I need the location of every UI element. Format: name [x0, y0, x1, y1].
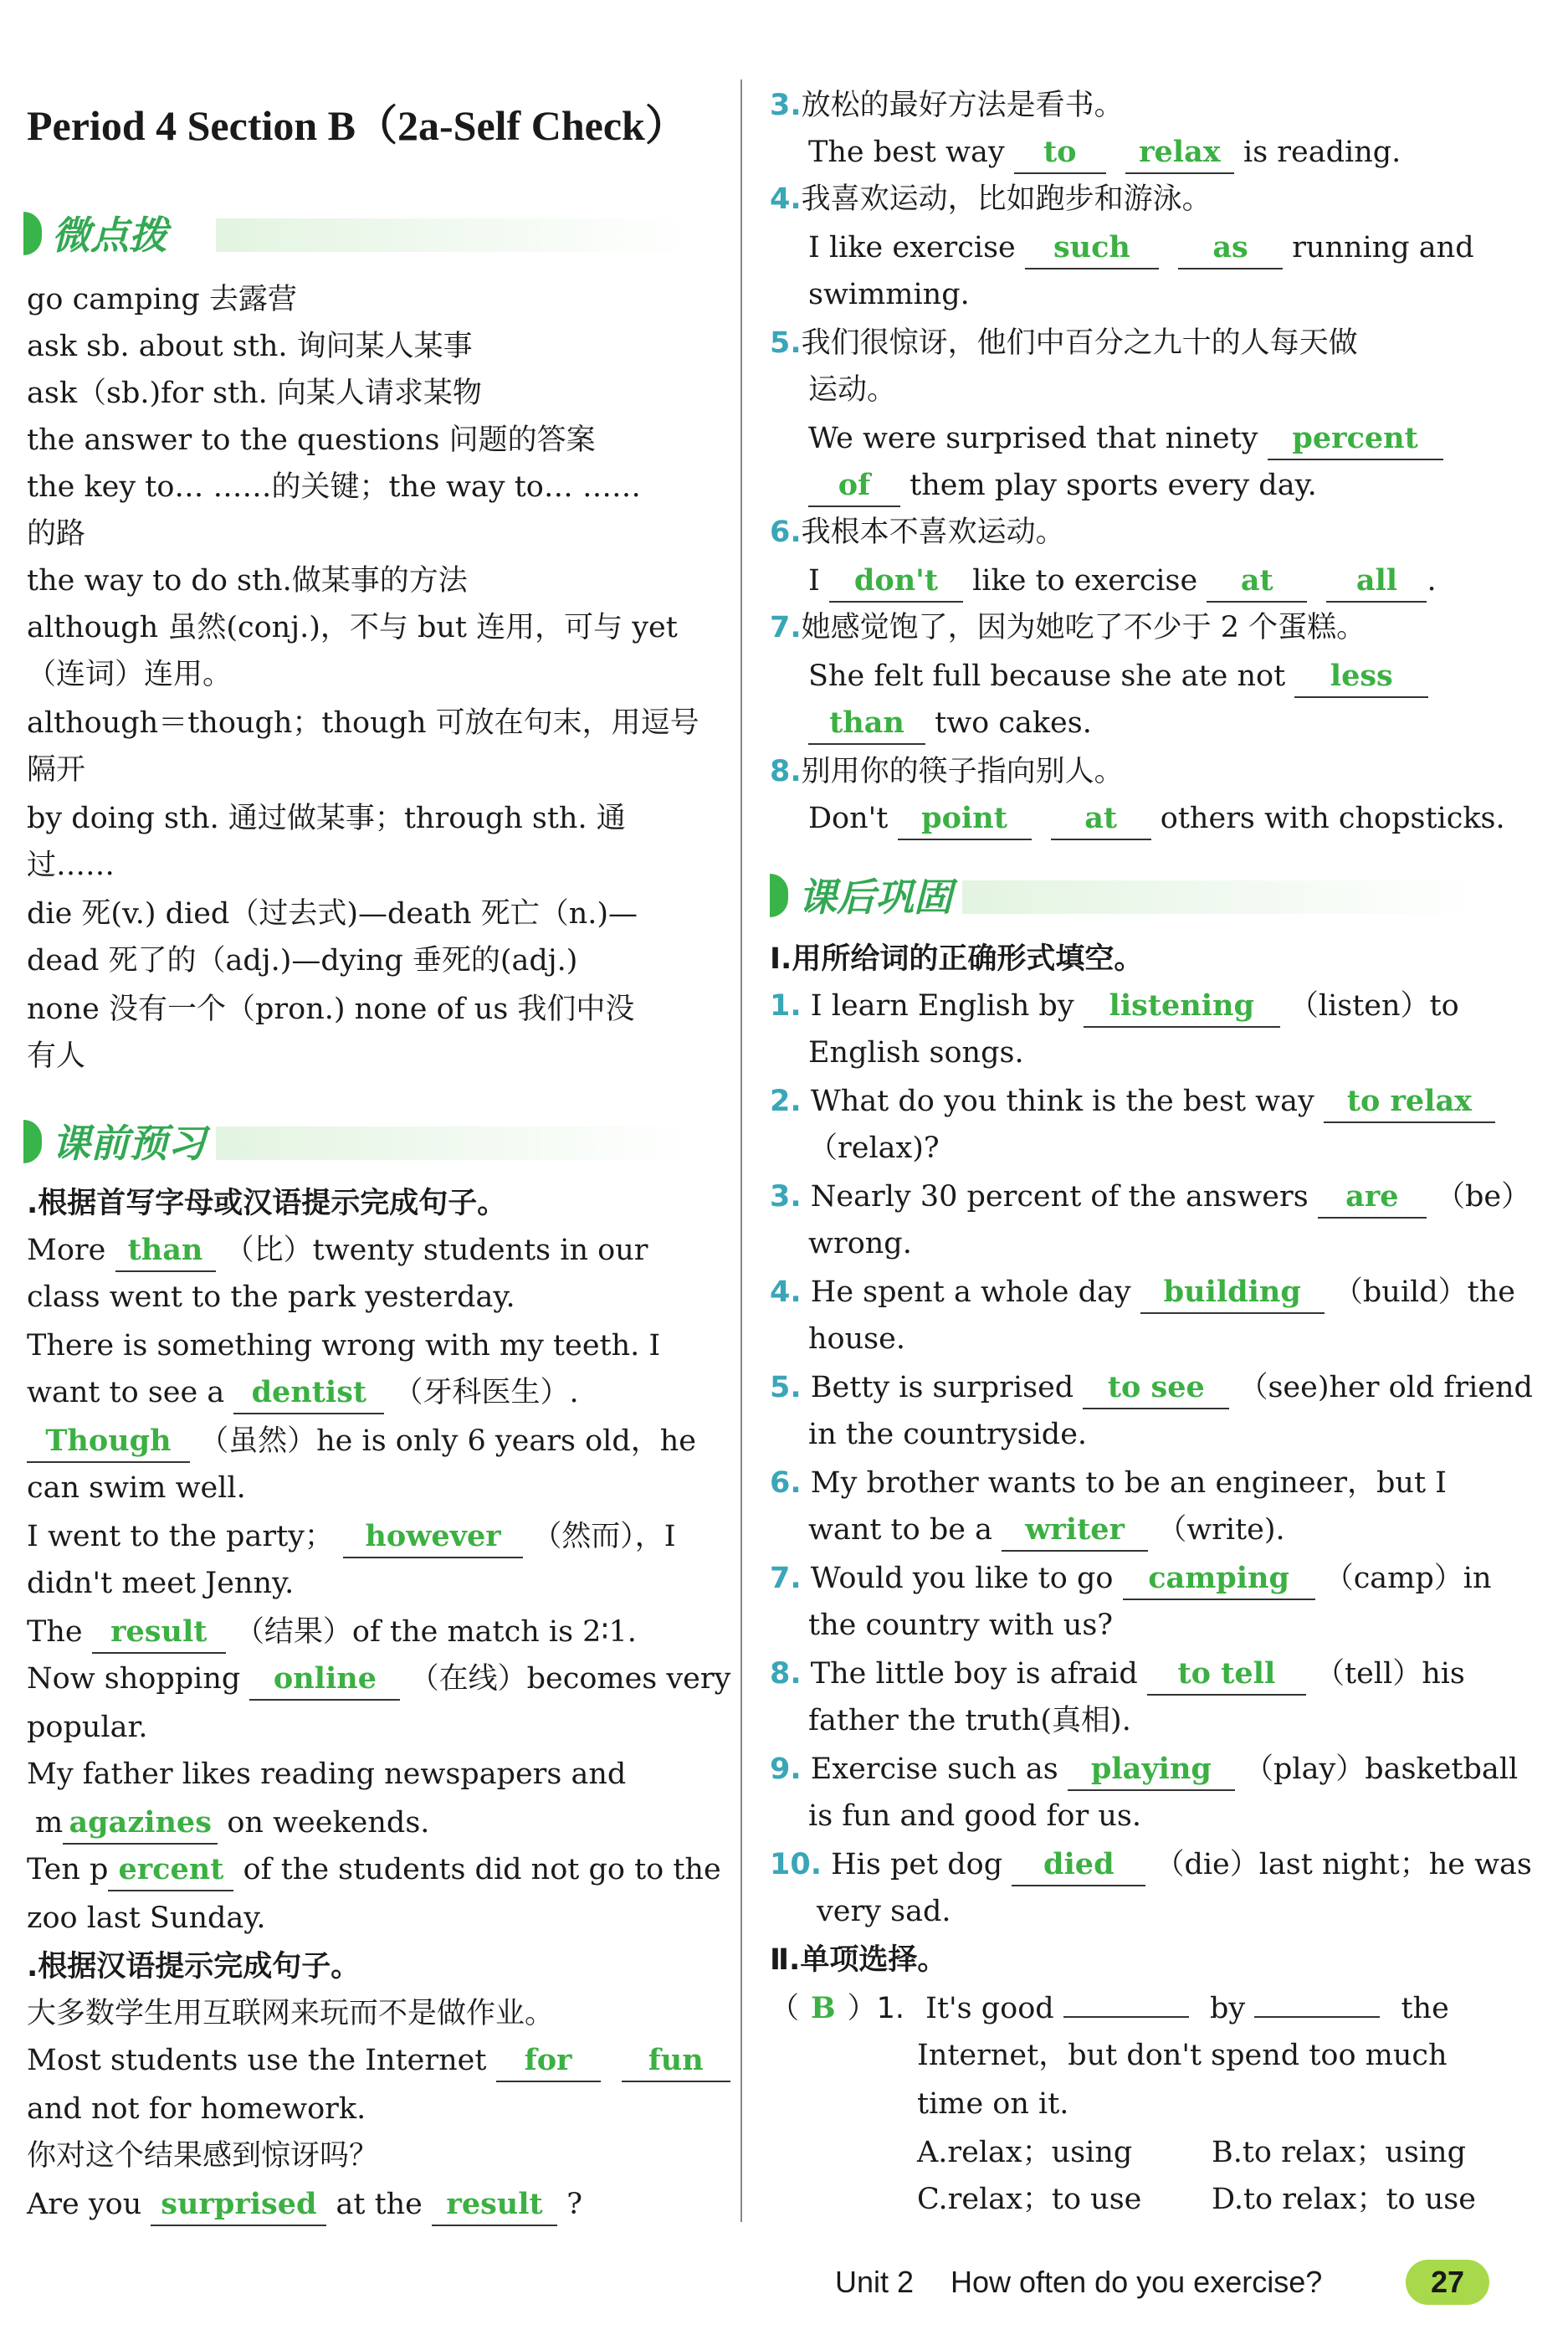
preview-line: The result （结果）of the match is 2∶1. [27, 1609, 637, 1655]
answer-blank: such [1025, 228, 1159, 269]
preview-line: Now shopping online （在线）becomes very [27, 1655, 730, 1702]
answer-blank: are [1318, 1177, 1427, 1219]
tip-line: 过…… [27, 849, 115, 882]
exercise-item: 5. Betty is surprised to see （see)her old friend [770, 1364, 1533, 1411]
exercise-item: 4. He spent a whole day building （build）the [770, 1269, 1515, 1316]
exercise-line: wrong. [808, 1227, 912, 1260]
answer-blank: don't [829, 561, 963, 603]
preview-line: Ten p ercent of the students did not go to the [27, 1846, 721, 1893]
translation-line: than two cakes. [808, 700, 1092, 747]
preview-line: class went to the park yesterday. [27, 1280, 515, 1314]
answer-blank: to relax [1324, 1081, 1495, 1123]
tip-line: although＝though；though 可放在句末，用逗号 [27, 706, 699, 740]
translation-line: She felt full because she ate not less [808, 653, 1428, 700]
tip-line: the way to do sth.做某事的方法 [27, 564, 468, 598]
section-header-label: 课后巩固 [798, 875, 952, 920]
preview-line: m agazines on weekends. [27, 1799, 429, 1846]
part1-title: .根据首写字母或汉语提示完成句子。 [27, 1187, 507, 1220]
tip-line: go camping 去露营 [27, 283, 297, 316]
translation-item: 7.她感觉饱了，因为她吃了不少于 2 个蛋糕。 [770, 611, 1366, 644]
answer-blank: result [432, 2184, 557, 2226]
translation-line: I don't like to exercise at all . [808, 557, 1437, 604]
answer-blank: than [115, 1230, 216, 1272]
preview-line: didn't meet Jenny. [27, 1567, 295, 1600]
translation-line: We were surprised that ninety percent [808, 415, 1443, 462]
empty-blank [1254, 2016, 1380, 2018]
answer-blank: fun [622, 2040, 730, 2082]
tip-line: dead 死了的（adj.)—dying 垂死的(adj.) [27, 944, 578, 978]
translation-line: The best way to relax is reading. [808, 129, 1401, 176]
tip-line: ask（sb.)for sth. 向某人请求某物 [27, 377, 482, 410]
answer-blank: result [92, 1612, 226, 1654]
answer-blank: dentist [233, 1373, 384, 1414]
empty-blank [1063, 2016, 1189, 2018]
tip-line: the answer to the questions 问题的答案 [27, 423, 596, 457]
exercise-line: is fun and good for us. [808, 1799, 1141, 1833]
preview-line: I went to the party； however （然而），I [27, 1513, 676, 1560]
section-header-label: 课前预习 [52, 1121, 206, 1166]
exercise-item: 7. Would you like to go camping （camp）in [770, 1555, 1492, 1602]
exercise-line: want to be a writer （write). [808, 1506, 1285, 1553]
exercise-line: （relax)? [808, 1132, 940, 1165]
answer-blank: point [898, 798, 1032, 840]
column-divider [740, 80, 742, 2222]
preview-line: zoo last Sunday. [27, 1901, 266, 1935]
exercise-item: 9. Exercise such as playing （play）basketball [770, 1746, 1518, 1793]
tip-line: die 死(v.) died（过去式)—death 死亡（n.)— [27, 897, 638, 931]
preview-line: Are you surprised at the result ? [27, 2181, 582, 2228]
answer-blank: to [1014, 132, 1106, 174]
preview-line: can swim well. [27, 1471, 246, 1505]
mc-question-line: （ B ）1. It's good by the [770, 1991, 1449, 2025]
translation-line: 运动。 [808, 373, 897, 407]
answer-blank: camping [1123, 1558, 1315, 1600]
leaf-icon [23, 1120, 42, 1163]
answer-blank: than [808, 703, 925, 745]
answer-blank: online [249, 1659, 400, 1701]
translation-line: of them play sports every day. [808, 462, 1317, 509]
exercise-item: 8. The little boy is afraid to tell （tell）his [770, 1650, 1465, 1697]
translation-line: swimming. [808, 278, 970, 311]
preview-line: My father likes reading newspapers and [27, 1758, 627, 1791]
translation-item: 6.我根本不喜欢运动。 [770, 516, 1065, 549]
translation-line: Don't point at others with chopsticks. [808, 795, 1505, 842]
translation-item: 5.我们很惊讶，他们中百分之九十的人每天做 [770, 326, 1358, 360]
header-decoration [216, 1126, 693, 1160]
preview-line: want to see a dentist （牙科医生）. [27, 1369, 579, 1416]
answer-blank: playing [1068, 1749, 1235, 1791]
mc-question-line: Internet，but don't spend too much [917, 2039, 1448, 2072]
answer-blank: ercent [108, 1850, 233, 1891]
answer-blank: to tell [1147, 1654, 1306, 1696]
footer-unit: Unit 2 [835, 2265, 915, 2299]
exercise-line: in the countryside. [808, 1418, 1088, 1451]
answer-blank: to see [1083, 1368, 1229, 1409]
tip-line: （连词）连用。 [27, 658, 233, 691]
exercise-2-title: Ⅱ.单项选择。 [770, 1943, 947, 1977]
preview-line: and not for homework. [27, 2092, 366, 2126]
answer-blank: all [1326, 561, 1427, 603]
exercise-line: father the truth(真相). [808, 1704, 1131, 1737]
exercise-item: 10. His pet dog died （die）last night；he was [770, 1841, 1532, 1888]
mc-option-a: A.relax；using [917, 2136, 1133, 2169]
answer-blank: percent [1268, 418, 1443, 460]
section-header-tips [23, 205, 710, 265]
answer-blank: less [1294, 656, 1428, 698]
tip-line: ask sb. about sth. 询问某人某事 [27, 330, 473, 363]
preview-line: 大多数学生用互联网来玩而不是做作业。 [27, 1997, 555, 2030]
answer-blank: surprised [151, 2184, 326, 2226]
mc-option-d: D.to relax；to use [1212, 2183, 1476, 2216]
part2-title: .根据汉语提示完成句子。 [27, 1950, 361, 1983]
section-header-label: 微点拨 [52, 213, 167, 258]
translation-item: 3.放松的最好方法是看书。 [770, 89, 1124, 122]
answer-blank: writer [1002, 1510, 1148, 1552]
answer-blank: listening [1084, 986, 1280, 1028]
exercise-1-title: Ⅰ.用所给词的正确形式填空。 [770, 942, 1144, 976]
page-title: Period 4 Section B（2a-Self Check） [27, 102, 687, 149]
section-header-consolidate [770, 867, 1494, 927]
tip-line: 的路 [27, 517, 86, 551]
leaf-icon [23, 212, 42, 255]
answer-blank: however [343, 1516, 523, 1558]
mc-answer: B [811, 1991, 836, 2025]
answer-blank: as [1178, 228, 1283, 269]
page-number-badge: 27 [1406, 2260, 1489, 2305]
header-decoration [962, 880, 1481, 914]
exercise-line: house. [808, 1322, 905, 1356]
tip-line: none 没有一个（pron.) none of us 我们中没 [27, 993, 635, 1026]
answer-blank: for [496, 2040, 601, 2082]
answer-blank: died [1012, 1845, 1145, 1886]
exercise-line: very sad. [817, 1895, 951, 1928]
preview-line: Most students use the Internet for fun [27, 2037, 730, 2084]
answer-blank: building [1140, 1272, 1325, 1314]
translation-item: 8.别用你的筷子指向别人。 [770, 755, 1124, 788]
exercise-line: English songs. [808, 1036, 1024, 1070]
footer-title: How often do you exercise? [951, 2265, 1323, 2299]
mc-option-b: B.to relax；using [1212, 2136, 1466, 2169]
answer-blank: at [1207, 561, 1307, 603]
preview-line: There is something wrong with my teeth. I [27, 1329, 661, 1363]
answer-blank: at [1051, 798, 1151, 840]
exercise-item: 3. Nearly 30 percent of the answers are （be） [770, 1173, 1530, 1220]
exercise-item: 6. My brother wants to be an engineer，but I [770, 1466, 1447, 1500]
tip-line: the key to… ……的关键；the way to… …… [27, 470, 641, 504]
exercise-item: 2. What do you think is the best way to relax [770, 1078, 1495, 1125]
tip-line: 有人 [27, 1039, 86, 1073]
exercise-line: the country with us? [808, 1609, 1114, 1642]
header-decoration [216, 218, 693, 252]
answer-blank: of [808, 465, 900, 507]
leaf-icon [770, 874, 788, 917]
answer-blank: Though [27, 1421, 190, 1463]
tip-line: by doing sth. 通过做某事；through sth. 通 [27, 802, 626, 835]
translation-line: I like exercise such as running and [808, 224, 1474, 271]
translation-item: 4.我喜欢运动，比如跑步和游泳。 [770, 182, 1212, 216]
tip-line: although 虽然(conj.)，不与 but 连用，可与 yet [27, 611, 678, 644]
preview-line: More than （比）twenty students in our [27, 1227, 648, 1274]
preview-line: popular. [27, 1711, 148, 1744]
exercise-item: 1. I learn English by listening （listen）to [770, 983, 1459, 1029]
answer-blank: agazines [63, 1803, 218, 1845]
answer-blank: relax [1125, 132, 1234, 174]
preview-line: 你对这个结果感到惊讶吗？ [27, 2139, 379, 2173]
preview-line: Though （虽然）he is only 6 years old，he [27, 1418, 696, 1465]
mc-question-line: time on it. [917, 2087, 1069, 2121]
tip-line: 隔开 [27, 753, 86, 787]
section-header-preview [23, 1113, 710, 1173]
mc-option-c: C.relax；to use [917, 2183, 1142, 2216]
